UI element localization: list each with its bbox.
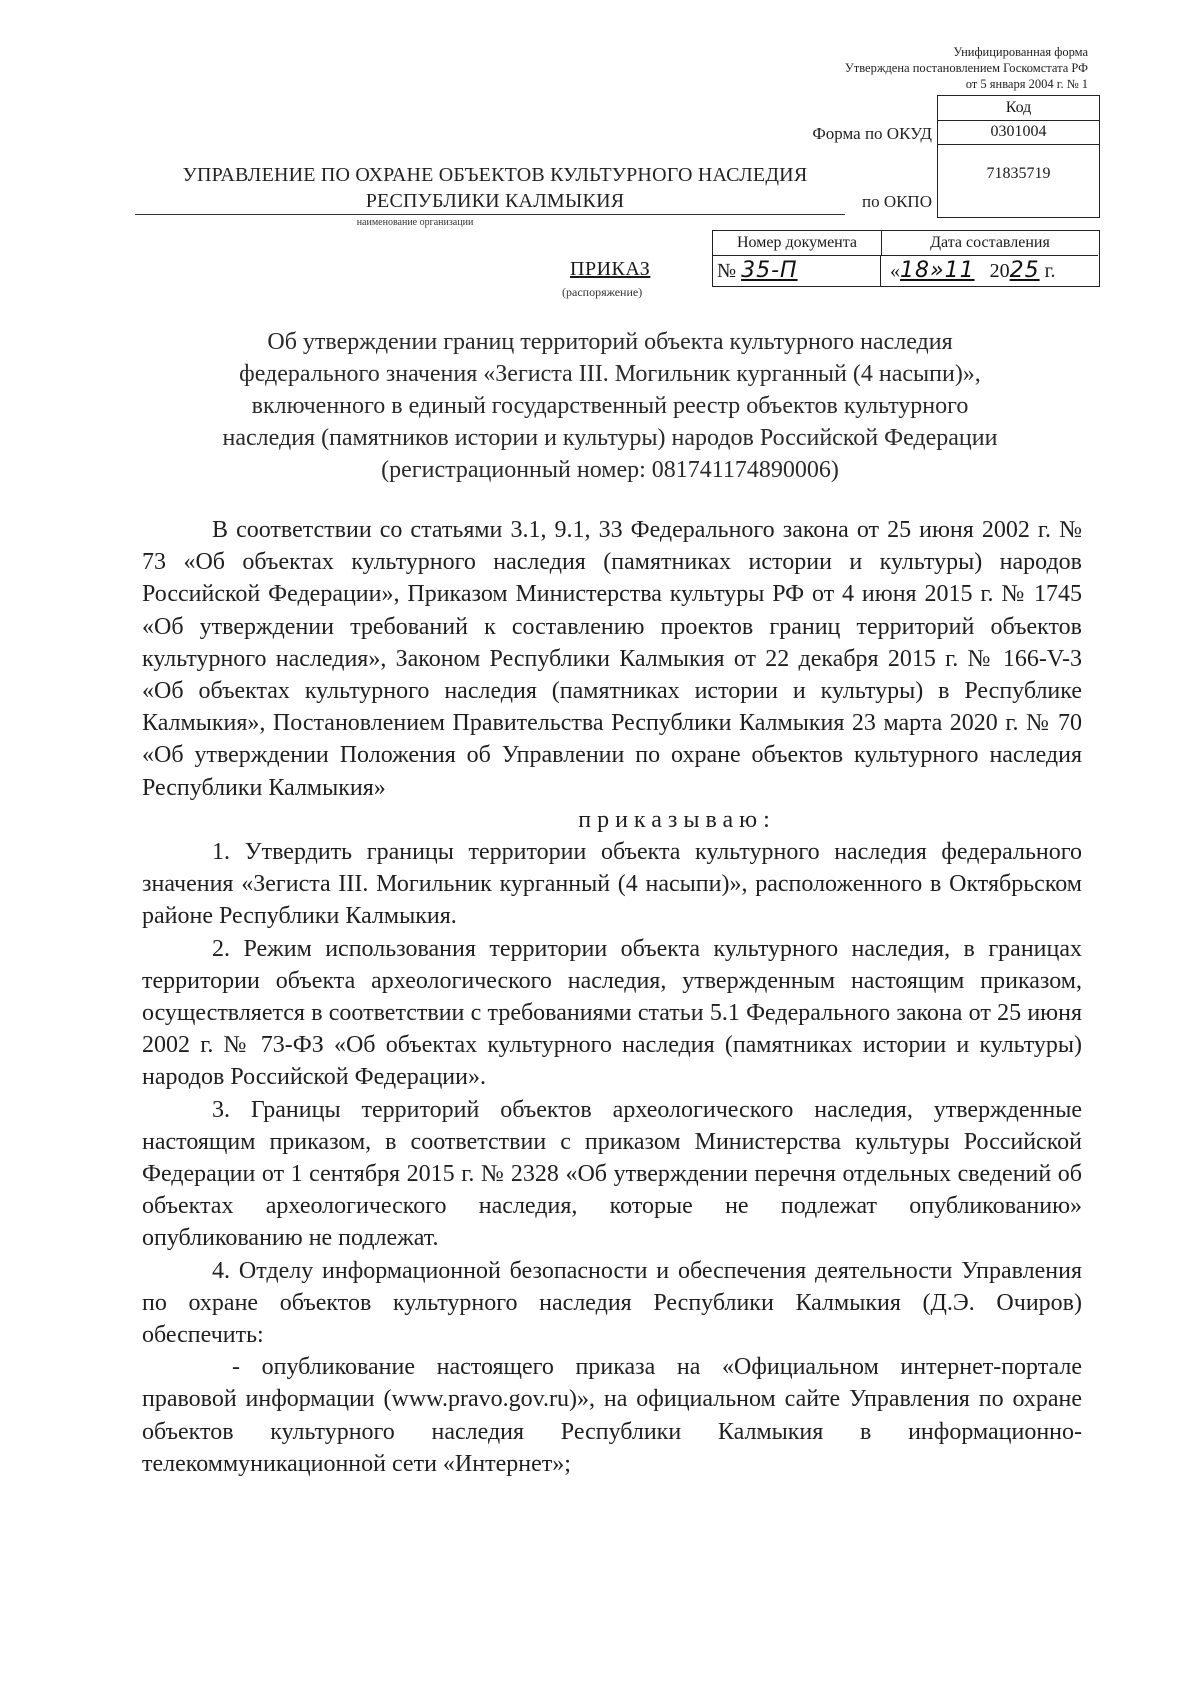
okpo-code: 71835719 [986,165,1051,182]
approval-date-note: от 5 января 2004 г. № 1 [965,77,1088,91]
document-number-date-table [712,230,1100,287]
handwritten-number: 35-П [741,258,798,283]
okud-code: 0301004 [938,120,1099,145]
code-header: Код [938,96,1099,121]
date-open-quote: « [890,260,900,282]
document-date [882,256,1098,286]
document-title [140,326,1080,486]
order-item-1: 1. Утвердить границы территории объекта культурного наследия федерального значения «Зегиста III. Могильник курганный (4 насыпи)», расположенного в Октябрьском районе Республики Калмыкия. [142,839,1082,930]
title-line3: включенного в единый государственный реестр объектов культурного [251,393,969,419]
organization-name-line1: УПРАВЛЕНИЕ ПО ОХРАНЕ ОБЪЕКТОВ КУЛЬТУРНОГО НАСЛЕДИЯ [182,164,808,186]
preamble: В соответствии со статьями 3.1, 9.1, 33 Федерального закона от 25 июня 2002 г. № 73 «Об объектах культурного наследия (памятниках истории и культуры) народов Российской Федерации», Приказом Министерства культуры РФ от 4 июня 2015 г. № 1745 «Об утверждении требований к составлению проектов границ территорий объектов культурного наследия», Законом Республики Калмыкия от 22 декабря 2015 г. № 166-V-3 «Об объектах культурного наследия (памятниках истории и культуры) в Республике Калмыкия», Постановлением Правительства Республики Калмыкия 23 марта 2020 г. № 70 «Об утверждении Положения об Управлении по охране объектов культурного наследия Республики Калмыкия» [142,517,1082,801]
handwritten-day: 18 [900,258,930,283]
code-box [937,95,1100,218]
command-word: приказываю: [578,806,776,833]
okud-label: Форма по ОКУД [812,124,932,143]
document-date-header: Дата составления [882,231,1098,256]
year-suffix: г. [1044,260,1056,282]
title-line4: наследия (памятников истории и культуры) народов Российской Федерации [222,425,998,451]
order-item-2: 2. Режим использования территории объекта культурного наследия, в границах территории объекта археологического наследия, утвержденным настоящим приказом, осуществляется в соответствии с требованиями статьи 5.1 Федерального закона от 25 июня 2002 г. № 73-ФЗ «Об объектах культурного наследия (памятниках истории и культуры) народов Российской Федерации». [142,935,1082,1091]
organization-name-line2: РЕСПУБЛИКИ КАЛМЫКИЯ [365,190,625,212]
document-number-header: Номер документа [713,231,882,256]
approval-note: Утверждена постановлением Госкомстата РФ [844,61,1088,75]
title-line5: (регистрационный номер: 081741174890006) [381,457,839,483]
order-item-3: 3. Границы территорий объектов археологического наследия, утвержденные настоящим приказом, в соответствии с приказом Министерства культуры Российской Федерации от 1 сентября 2015 г. № 2328 «Об утверждении перечня отдельных сведений об объектах археологического наследия, которые не подлежат опубликованию» опубликованию не подлежат. [142,1096,1082,1252]
organization-underline [135,214,845,215]
title-line2: федерального значения «Зегиста III. Могильник курганный (4 насыпи)», [239,361,981,387]
order-item-4-sub1: - опубликование настоящего приказа на «Официальном интернет-портале правовой информации (www.pravo.gov.ru)», на официальном сайте Управления по охране объектов культурного наследия Республики Калмыкия в информационно-телекоммуникационной сети «Интернет»; [142,1354,1082,1477]
document-number [713,256,881,286]
okpo-label: по ОКПО [861,192,932,211]
title-line1: Об утверждении границ территорий объекта культурного наследия [267,329,953,355]
document-type-sub: (распоряжение) [562,285,643,299]
handwritten-month: »11 [930,258,975,283]
order-item-4: 4. Отделу информационной безопасности и обеспечения деятельности Управления по охране объектов культурного наследия Республики Калмыкия (Д.Э. Очиров) обеспечить: [142,1257,1082,1349]
handwritten-year: 25 [1009,258,1040,283]
document-body [142,514,1082,1480]
number-prefix: № [717,260,737,282]
organization-caption: наименование организации [356,217,474,228]
year-prefix: 20 [989,260,1010,282]
unified-form-note: Унифицированная форма [953,45,1088,59]
document-type: ПРИКАЗ [570,258,651,280]
